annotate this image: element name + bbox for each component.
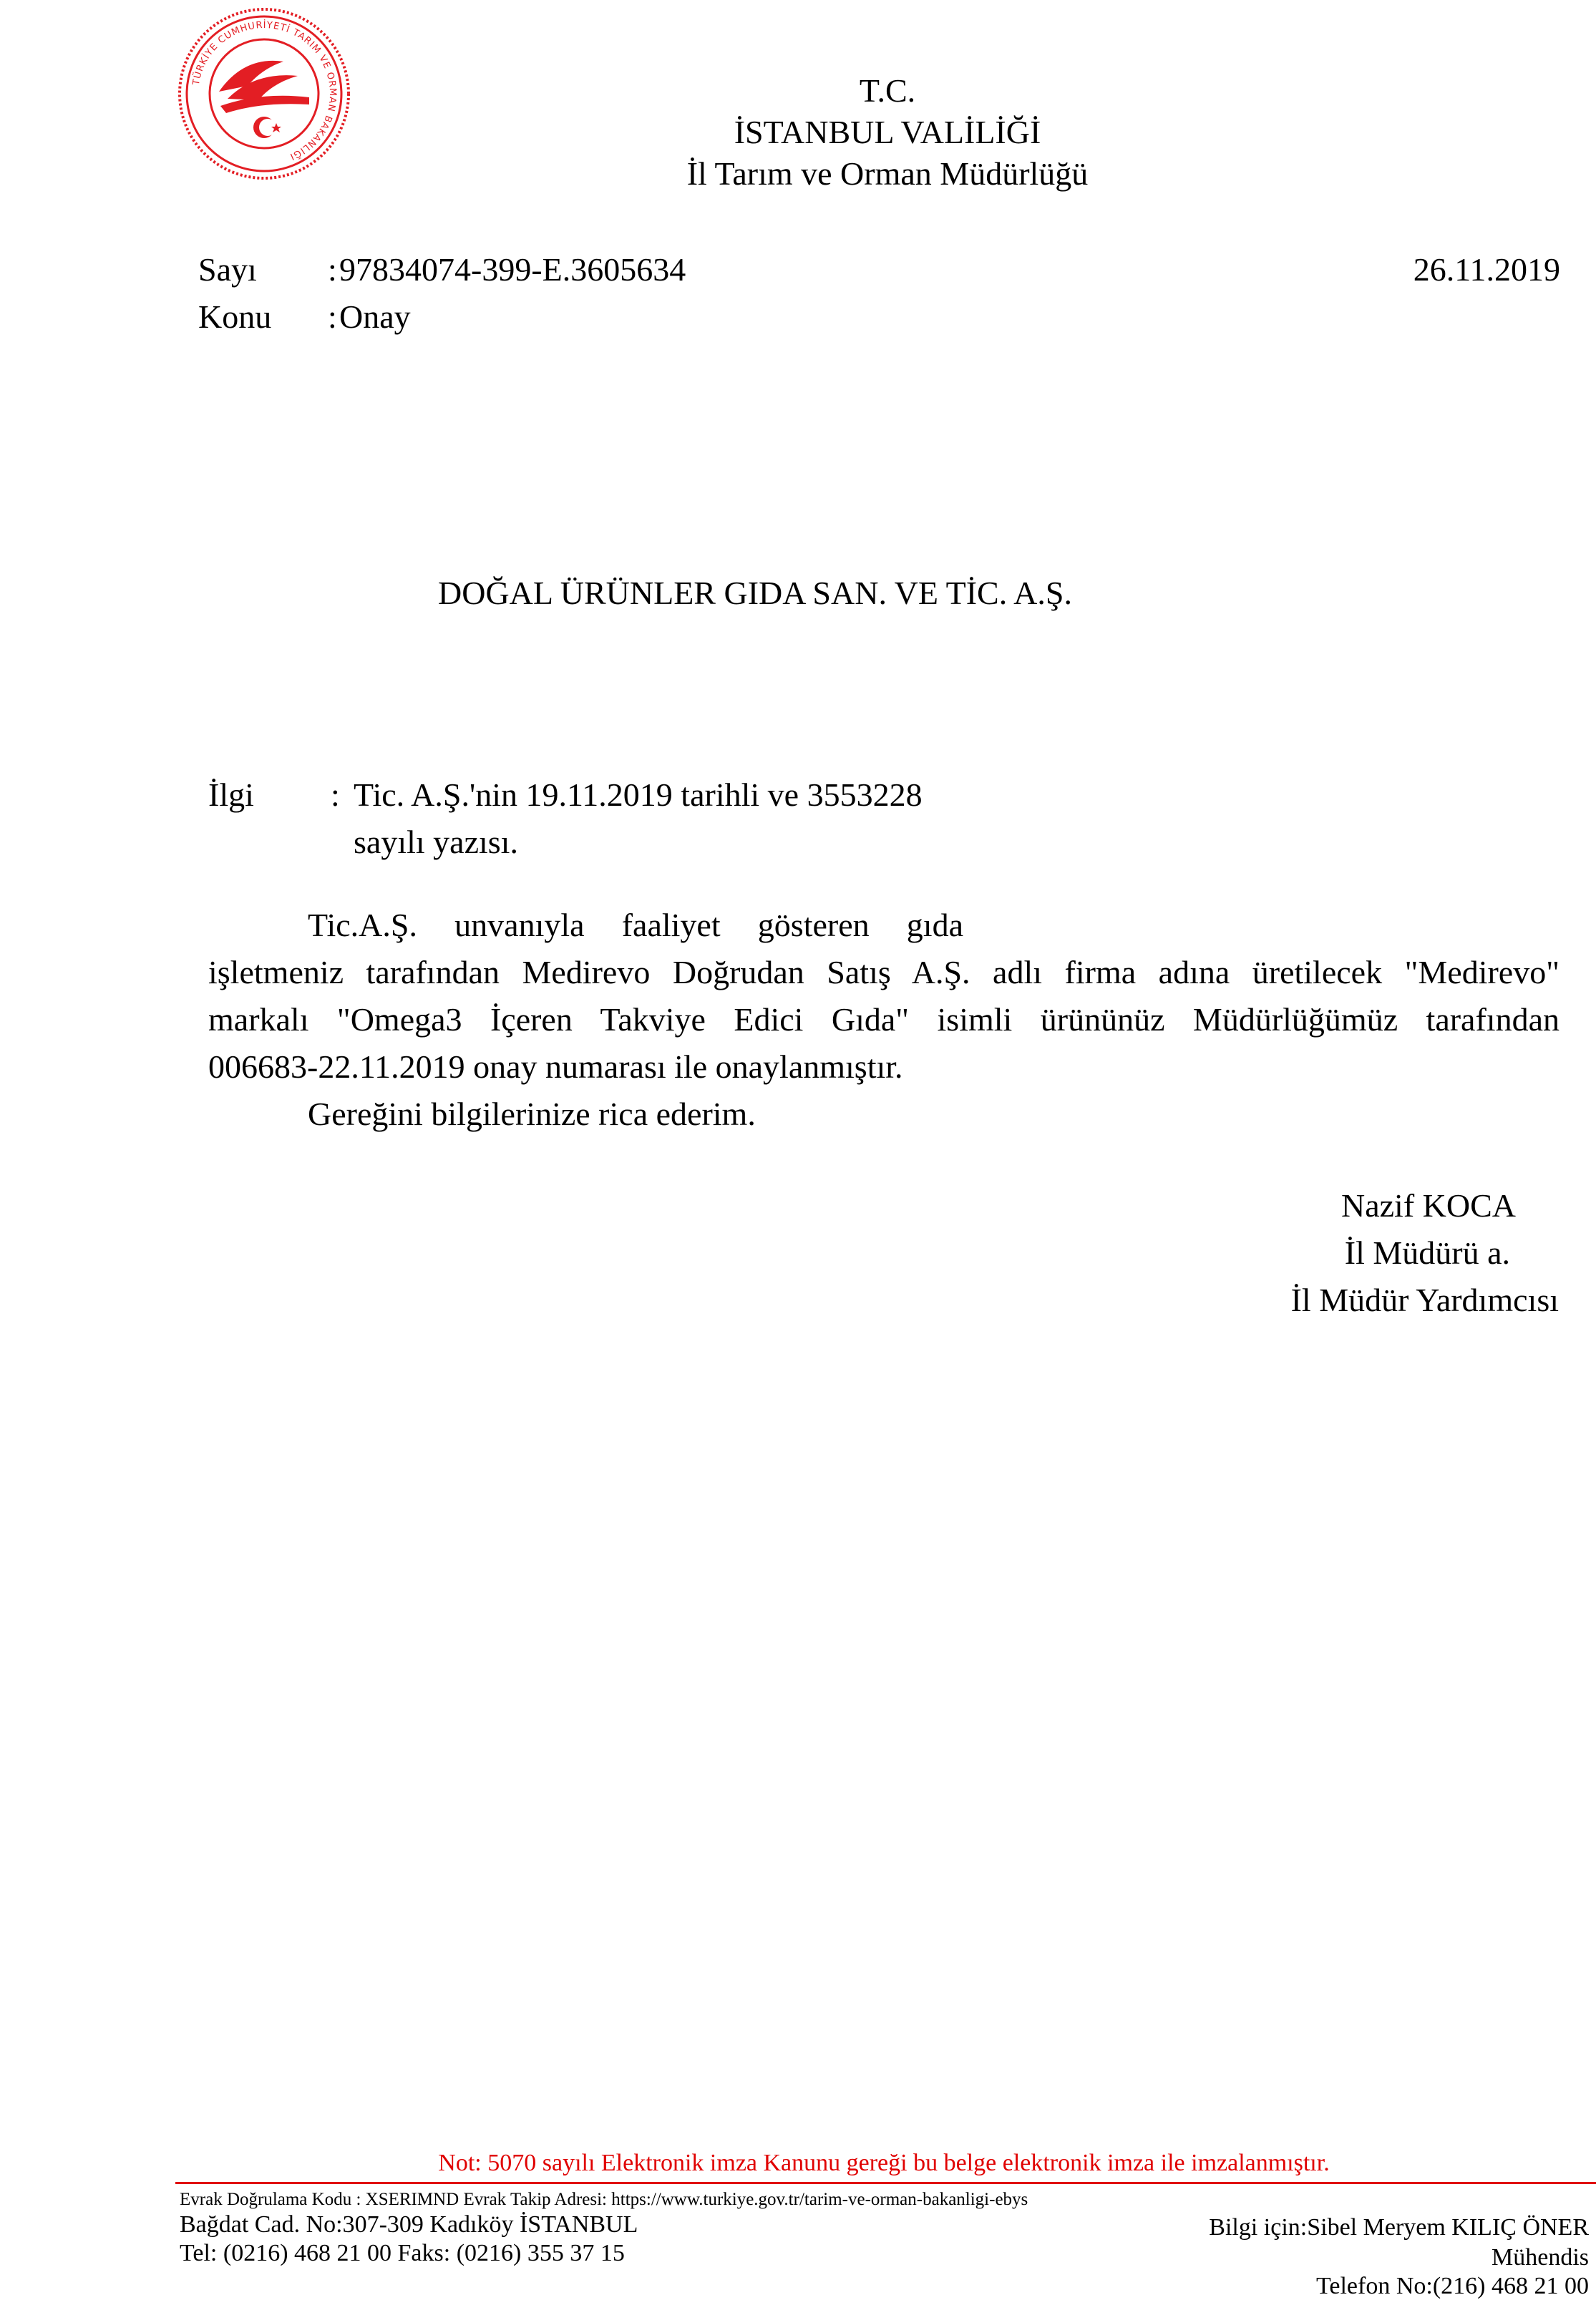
ilgi-label: İlgi <box>208 776 254 813</box>
body-closing: Gereğini bilgilerinize rica ederim. <box>308 1096 756 1132</box>
footer-role: Mühendis <box>1492 2244 1589 2271</box>
body-line-3: markalı "Omega3 İçeren Takviye Edici Gıda" isimli ürününüz Müdürlüğümüz tarafından <box>208 1001 1559 1038</box>
signatory-title-1: İl Müdürü a. <box>1344 1234 1510 1271</box>
konu-colon: : <box>328 298 337 335</box>
sayi-colon: : <box>328 251 337 288</box>
signatory-name: Nazif KOCA <box>1341 1187 1516 1224</box>
header-governorship: İSTANBUL VALİLİĞİ <box>734 114 1041 150</box>
body-line-4: 006683-22.11.2019 onay numarası ile onaylanmıştır. <box>208 1048 903 1085</box>
footer-divider <box>175 2182 1596 2184</box>
footer-phone: Tel: (0216) 468 21 00 Faks: (0216) 355 37 15 <box>180 2240 625 2266</box>
sayi-label: Sayı <box>198 251 257 288</box>
body-line-2: işletmeniz tarafından Medirevo Doğrudan Satış A.Ş. adlı firma adına üretilecek "Medirevo" <box>208 954 1559 990</box>
konu-value: Onay <box>339 298 411 335</box>
sayi-value: 97834074-399-E.3605634 <box>339 251 686 288</box>
recipient: DOĞAL ÜRÜNLER GIDA SAN. VE TİC. A.Ş. <box>438 575 1072 611</box>
header-tc: T.C. <box>859 72 916 109</box>
body-line-1: Tic.A.Ş. unvanıyla faaliyet gösteren gıda <box>308 907 963 943</box>
ilgi-line2: sayılı yazısı. <box>354 824 518 860</box>
signatory-title-2: İl Müdür Yardımcısı <box>1290 1282 1559 1318</box>
document-date: 26.11.2019 <box>1413 251 1560 288</box>
footer-contact-phone: Telefon No:(216) 468 21 00 <box>1316 2273 1589 2299</box>
header-directorate: İl Tarım ve Orman Müdürlüğü <box>686 155 1089 192</box>
footer-address: Bağdat Cad. No:307-309 Kadıköy İSTANBUL <box>180 2211 638 2238</box>
verification-code: Evrak Doğrulama Kodu : XSERIMND Evrak Takip Adresi: https://www.turkiye.gov.tr/tarim-ve-orman-bakanligi-ebys <box>180 2190 1028 2209</box>
logo-ring-text: TÜRKİYE CUMHURİYETİ TARIM VE ORMAN BAKANLIĞI <box>190 19 339 162</box>
ilgi-line1: Tic. A.Ş.'nin 19.11.2019 tarihli ve 3553228 <box>354 776 923 813</box>
footer-info-contact: Bilgi için:Sibel Meryem KILIÇ ÖNER <box>1209 2214 1589 2241</box>
e-signature-note: Not: 5070 sayılı Elektronik imza Kanunu gereği bu belge elektronik imza ile imzalanmıştır. <box>438 2150 1330 2176</box>
ilgi-colon: : <box>331 776 340 813</box>
ministry-logo <box>176 6 352 182</box>
konu-label: Konu <box>198 298 272 335</box>
